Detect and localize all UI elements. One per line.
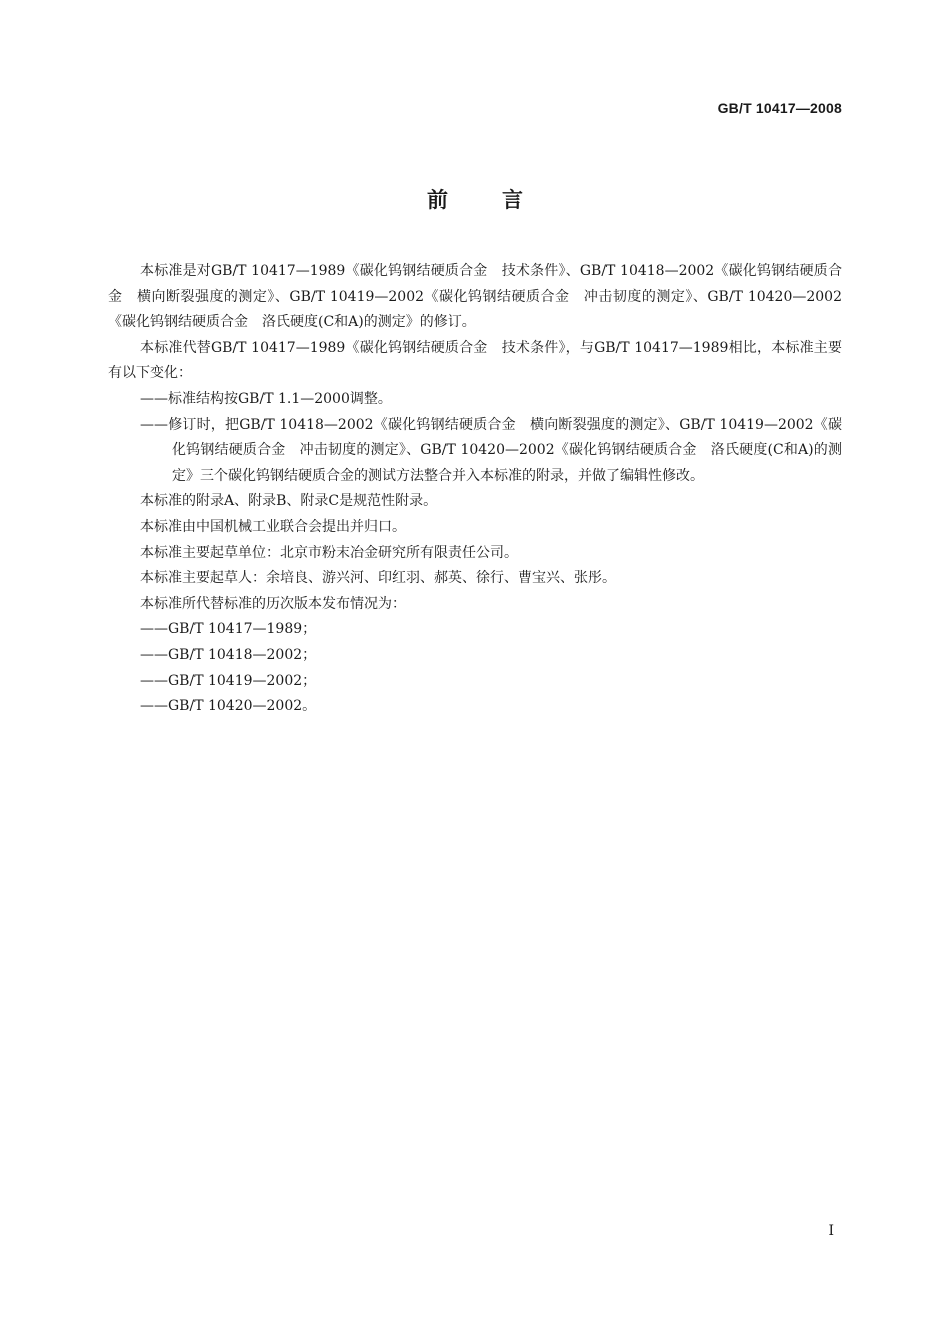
drafting-unit: 本标准主要起草单位：北京市粉末冶金研究所有限责任公司。: [140, 544, 518, 561]
drafters: 本标准主要起草人：余培良、游兴河、印红羽、郝英、徐行、曹宝兴、张彤。: [140, 570, 616, 587]
intro-paragraph: 本标准是对GB/T 10417—1989《碳化钨钢结硬质合金 技术条件》、GB/T 10418—2002《碳化钨钢结硬质合金 横向断裂强度的测定》、GB/T 10419—2002《碳化钨钢结硬质合金 冲击韧度的测定》、GB/T 10420—2002《碳化钨钢结硬质合金 洛氏硬度(C和A)的测定》的修订。: [108, 263, 842, 331]
appendix-note: 本标准的附录A、附录B、附录C是规范性附录。: [140, 493, 438, 510]
page-number: I: [828, 1223, 834, 1239]
history-item: ——GB/T 10420—2002。: [140, 698, 317, 715]
change-item-methods: ——修订时，把GB/T 10418—2002《碳化钨钢结硬质合金 横向断裂强度的测定》、GB/T 10419—2002《碳化钨钢结硬质合金 冲击韧度的测定》、GB/T 10420—2002《碳化钨钢结硬质合金 洛氏硬度(C和A)的测定》三个碳化钨钢结硬质合金的测试方法整合并入本标准的附录，并做了编辑性修改。: [140, 416, 842, 484]
standard-code: GB/T 10417—2008: [717, 100, 842, 116]
history-item: ——GB/T 10418—2002；: [140, 646, 317, 663]
history-item: ——GB/T 10417—1989；: [140, 621, 317, 638]
history-item: ——GB/T 10419—2002；: [140, 672, 317, 689]
replace-paragraph: 本标准代替GB/T 10417—1989《碳化钨钢结硬质合金 技术条件》，与GB/T 10417—1989相比，本标准主要有以下变化：: [108, 339, 842, 382]
page-title: 前言: [427, 188, 577, 212]
history-intro: 本标准所代替标准的历次版本发布情况为：: [140, 595, 406, 612]
foreword-body: [108, 259, 842, 720]
change-item-structure: ——标准结构按GB/T 1.1—2000调整。: [140, 390, 392, 407]
proposed-by: 本标准由中国机械工业联合会提出并归口。: [140, 518, 406, 535]
